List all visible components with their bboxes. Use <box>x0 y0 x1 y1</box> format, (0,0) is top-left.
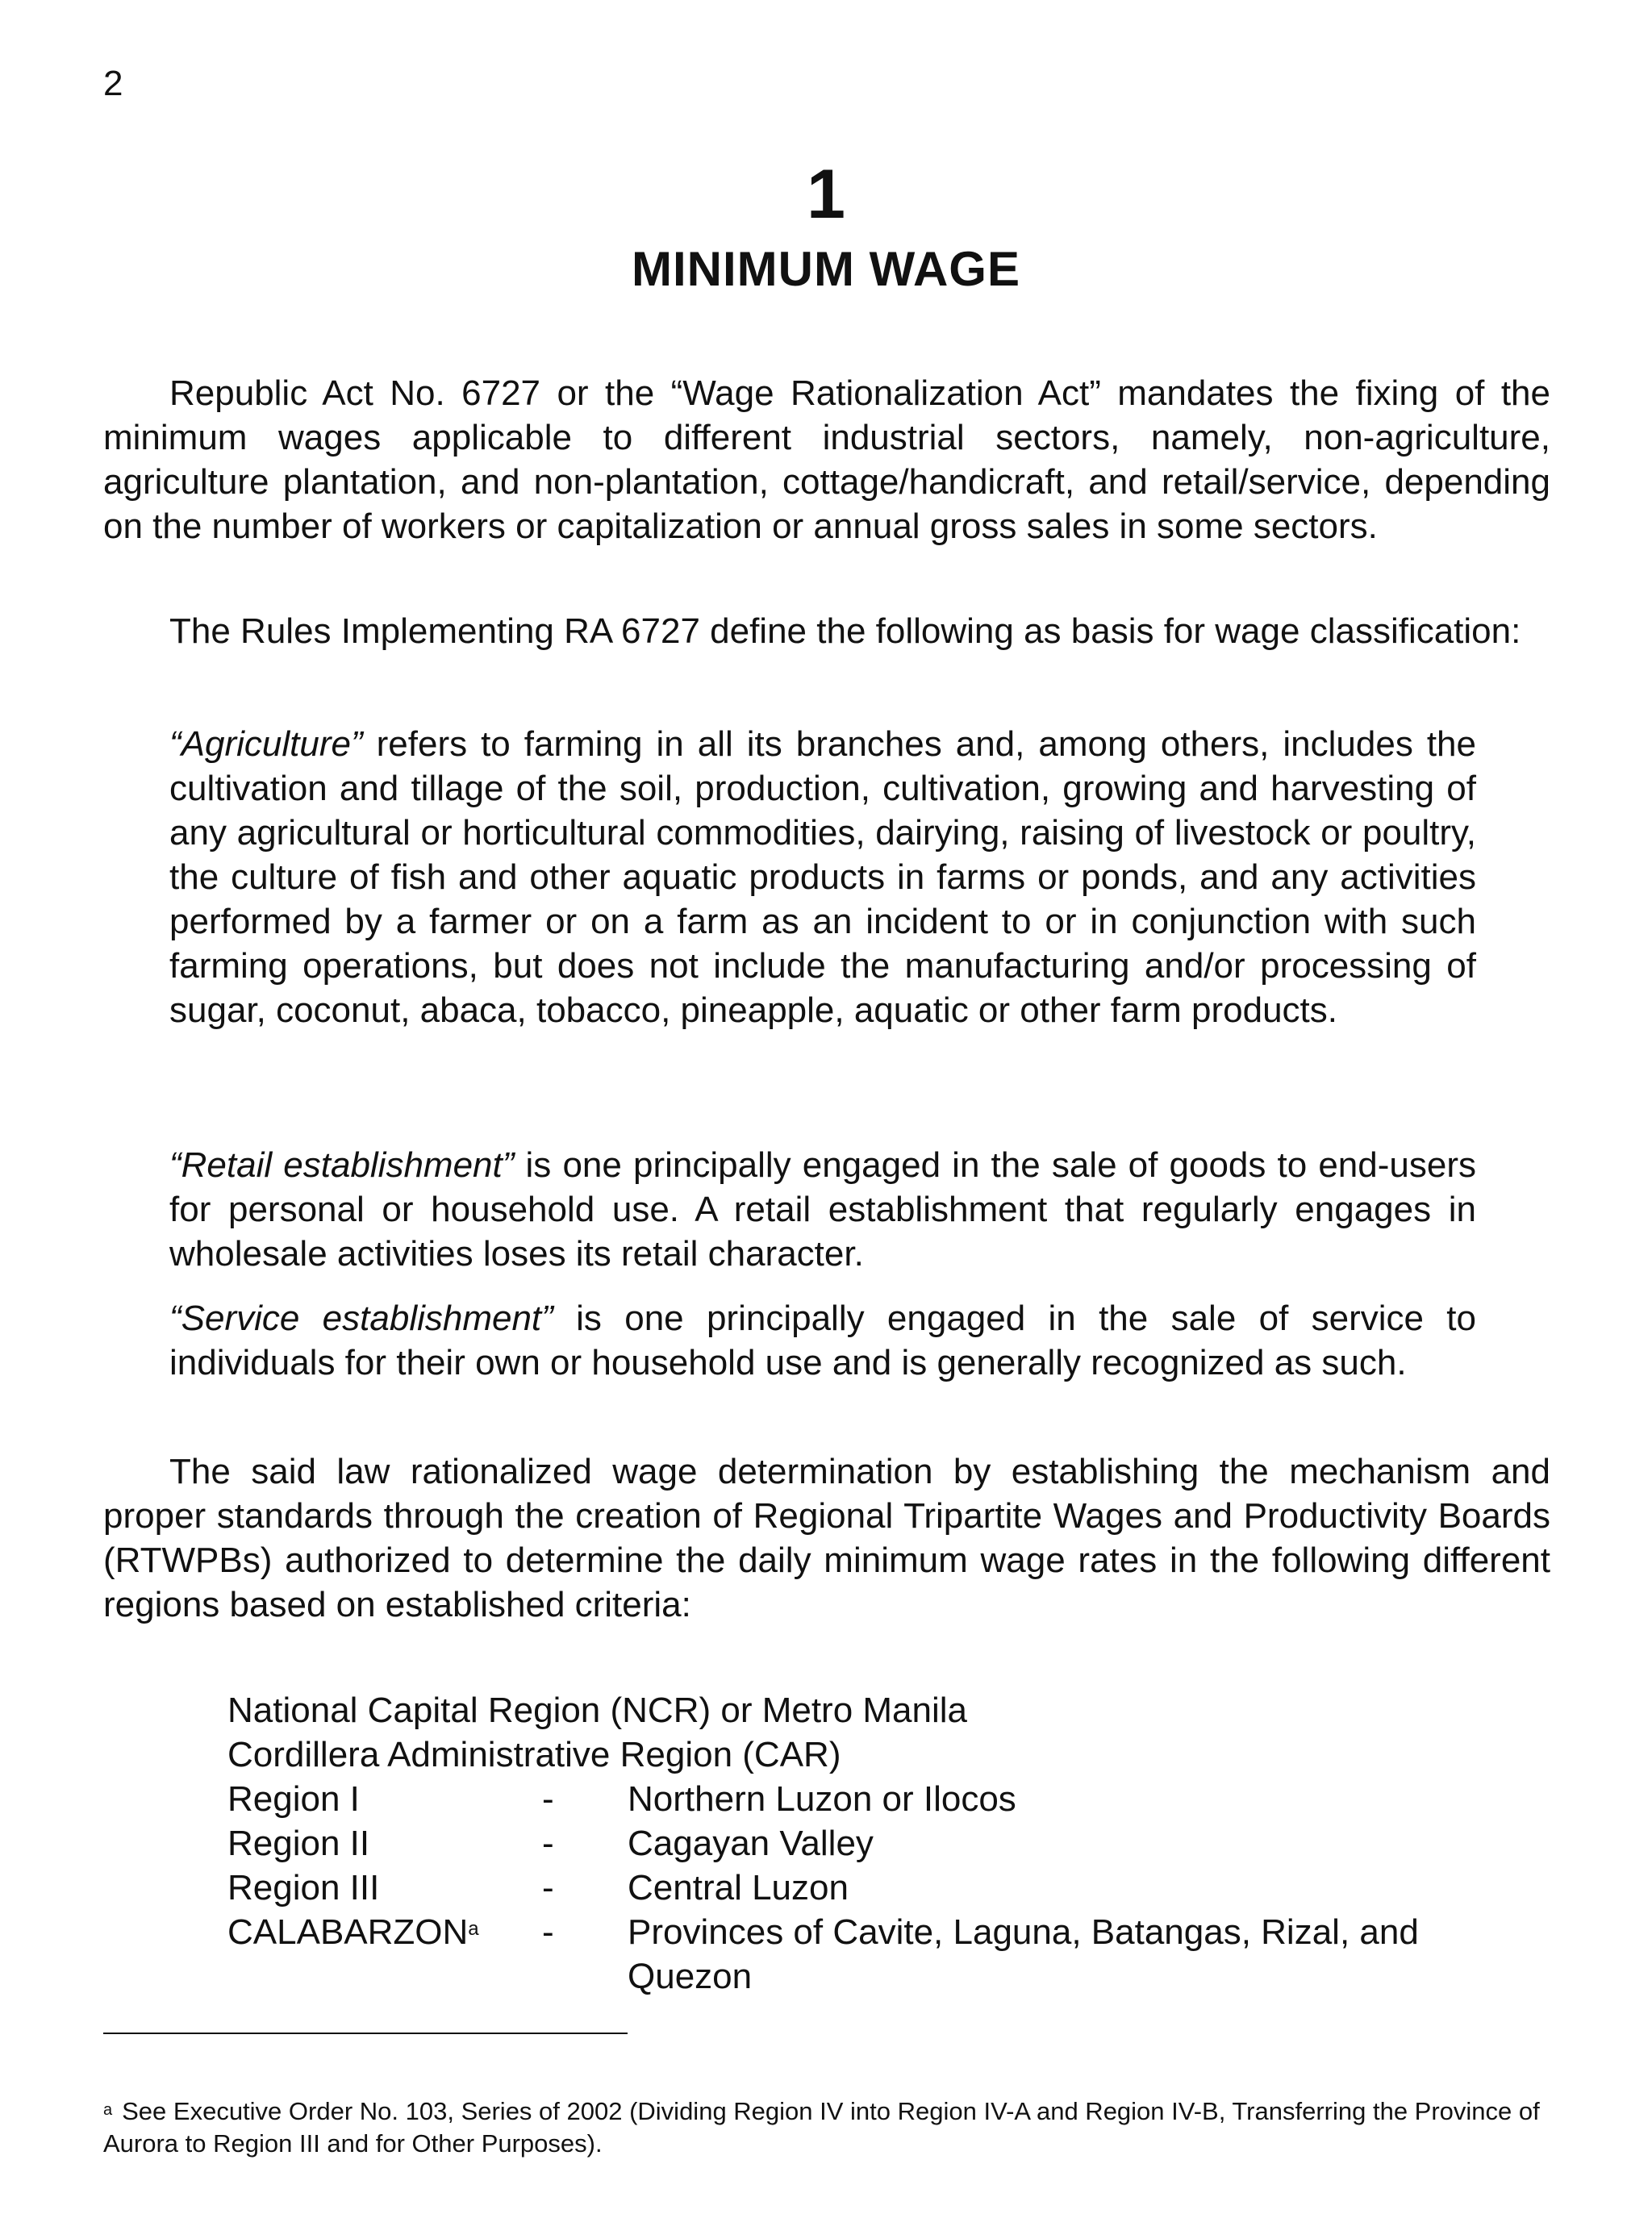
intro-paragraph: Republic Act No. 6727 or the “Wage Rationalization Act” mandates the fixing of the minimum wages applicable to different industrial sectors, namely, non-agriculture, agriculture plantation, and non-plantation, cottage/handicraft, and retail/service, depending on the number of workers or capitalization or annual gross sales in some sectors. <box>103 373 1550 546</box>
definition-term: “Agriculture” <box>169 724 363 764</box>
region-row <box>227 1777 1550 1821</box>
region-list <box>227 1688 1550 1999</box>
footnote <box>103 2095 1550 2160</box>
region-separator: - <box>542 1868 554 1908</box>
definition-service-establishment <box>169 1296 1476 1385</box>
region-separator: - <box>542 1779 554 1819</box>
region-code: Region I <box>227 1779 360 1819</box>
definition-text: refers to farming in all its branches and, among others, includes the cultivation and tillage of the soil, production, cultivation, growing and harvesting of any agricultural or horticultural commodities, dairying, raising of livestock or poultry, the culture of fish and other aquatic products in farms or ponds, and any activities performed by a farmer or on a farm as an incident to or in conjunction with such farming operations, but does not include the manufacturing and/or processing of sugar, coconut, abaca, tobacco, pineapple, aquatic or other farm products. <box>169 724 1476 1030</box>
region-code: Region II <box>227 1824 370 1863</box>
chapter-title: MINIMUM WAGE <box>632 242 1020 296</box>
region-name: Northern Luzon or Ilocos <box>628 1779 1016 1819</box>
chapter-number: 1 <box>807 156 845 233</box>
region-code-calabarzon <box>227 1910 542 1954</box>
region-code: CALABARZON <box>227 1912 469 1952</box>
definition-agriculture <box>169 722 1476 1032</box>
region-code: Region III <box>227 1868 380 1908</box>
region-name: Cagayan Valley <box>628 1824 874 1863</box>
definition-retail-establishment <box>169 1143 1476 1276</box>
footnote-marker: a <box>468 1918 479 1940</box>
region-row <box>227 1910 1550 1999</box>
region-separator: - <box>542 1824 554 1863</box>
region-car: Cordillera Administrative Region (CAR) <box>227 1735 841 1774</box>
footnote-marker: a <box>103 2101 113 2119</box>
region-name: Provinces of Cavite, Laguna, Batangas, Rizal, and Quezon <box>628 1912 1419 1996</box>
region-ncr: National Capital Region (NCR) or Metro Manila <box>227 1691 968 1730</box>
footnote-text: See Executive Order No. 103, Series of 2002 (Dividing Region IV into Region IV-A and Region IV-B, Transferring the Province of Aurora to Region III and for Other Purposes). <box>103 2097 1540 2158</box>
classification-paragraph: The Rules Implementing RA 6727 define the following as basis for wage classification: <box>169 611 1521 651</box>
definition-term: “Retail establishment” <box>169 1145 515 1185</box>
definition-term: “Service establishment” <box>169 1299 553 1338</box>
region-separator: - <box>542 1912 554 1952</box>
definition-text: is one principally engaged in the sale of goods to end-users for personal or household use. A retail establishment that regularly engages in wholesale activities loses its retail character. <box>169 1145 1476 1274</box>
footnote-divider <box>103 2033 628 2034</box>
region-row <box>227 1866 1550 1910</box>
region-name: Central Luzon <box>628 1868 849 1908</box>
region-row <box>227 1821 1550 1866</box>
rtwpb-paragraph: The said law rationalized wage determination by establishing the mechanism and proper standards through the creation of Regional Tripartite Wages and Productivity Boards (RTWPBs) authorized to determine the daily minimum wage rates in the following different regions based on established criteria: <box>103 1452 1550 1624</box>
definition-text: is one principally engaged in the sale of service to individuals for their own or household use and is generally recognized as such. <box>169 1299 1476 1382</box>
page-number: 2 <box>103 64 123 103</box>
